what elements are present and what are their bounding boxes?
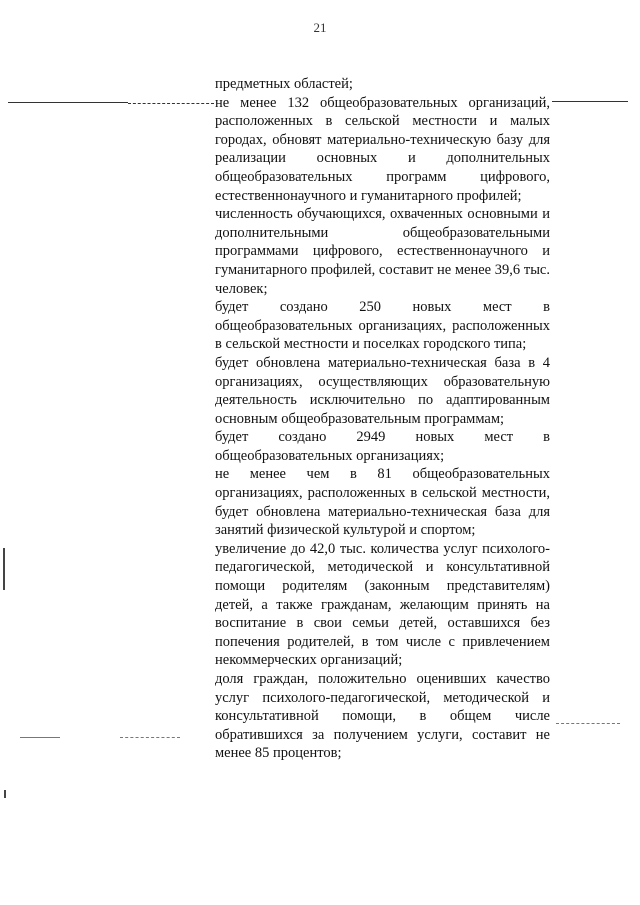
scan-artifact-line <box>556 723 620 724</box>
scan-artifact-line <box>120 737 180 738</box>
list-item: увеличение до 42,0 тыс. количества услуг психолого-педагогической, методической и консультативной помощи родителям (законным представителям) детей, а также гражданам, желающим принять на воспитание в свои семьи детей, оставшихся без попечения родителей, в том числе с привлечением некоммерческих организаций; <box>215 540 550 669</box>
page-number: 21 <box>313 20 327 35</box>
document-body <box>215 75 550 763</box>
list-item: будет создано 250 новых мест в общеобразовательных организациях, расположенных в сельской местности и поселках городского типа; <box>215 299 550 353</box>
list-item: будет создано 2949 новых мест в общеобразовательных организациях; <box>215 429 550 464</box>
list-item: численность обучающихся, охваченных основными и дополнительными общеобразовательными программами цифрового, естественнонаучного и гуманитарного профилей, составит не менее 39,6 тыс. человек; <box>215 206 550 297</box>
list-item: не менее 132 общеобразовательных организаций, расположенных в сельской местности и малых городах, обновят материально-техническую базу для реализации основных и дополнительных общеобразовательных программ цифрового, естественнонаучного и гуманитарного профилей; <box>215 94 550 204</box>
list-item: доля граждан, положительно оценивших качество услуг психолого-педагогической, методической и консультативной помощи, в общем числе обратившихся за получением услуги, составит не менее 85 процентов; <box>215 671 550 762</box>
list-item: будет обновлена материально-техническая база в 4 организациях, осуществляющих образовательную деятельность исключительно по адаптированным основным общеобразовательным программам; <box>215 354 550 427</box>
scan-artifact-mark <box>4 790 6 798</box>
scan-artifact-line <box>128 103 214 104</box>
scan-artifact-line <box>552 101 628 102</box>
scan-artifact-mark <box>3 548 5 590</box>
list-item: не менее чем в 81 общеобразовательных организациях, расположенных в сельской местности, будет обновлена материально-техническая база для занятий физической культурой и спортом; <box>215 466 550 539</box>
scan-artifact-line <box>20 737 60 738</box>
list-item: предметных областей; <box>215 76 353 92</box>
scan-artifact-line <box>8 102 128 103</box>
